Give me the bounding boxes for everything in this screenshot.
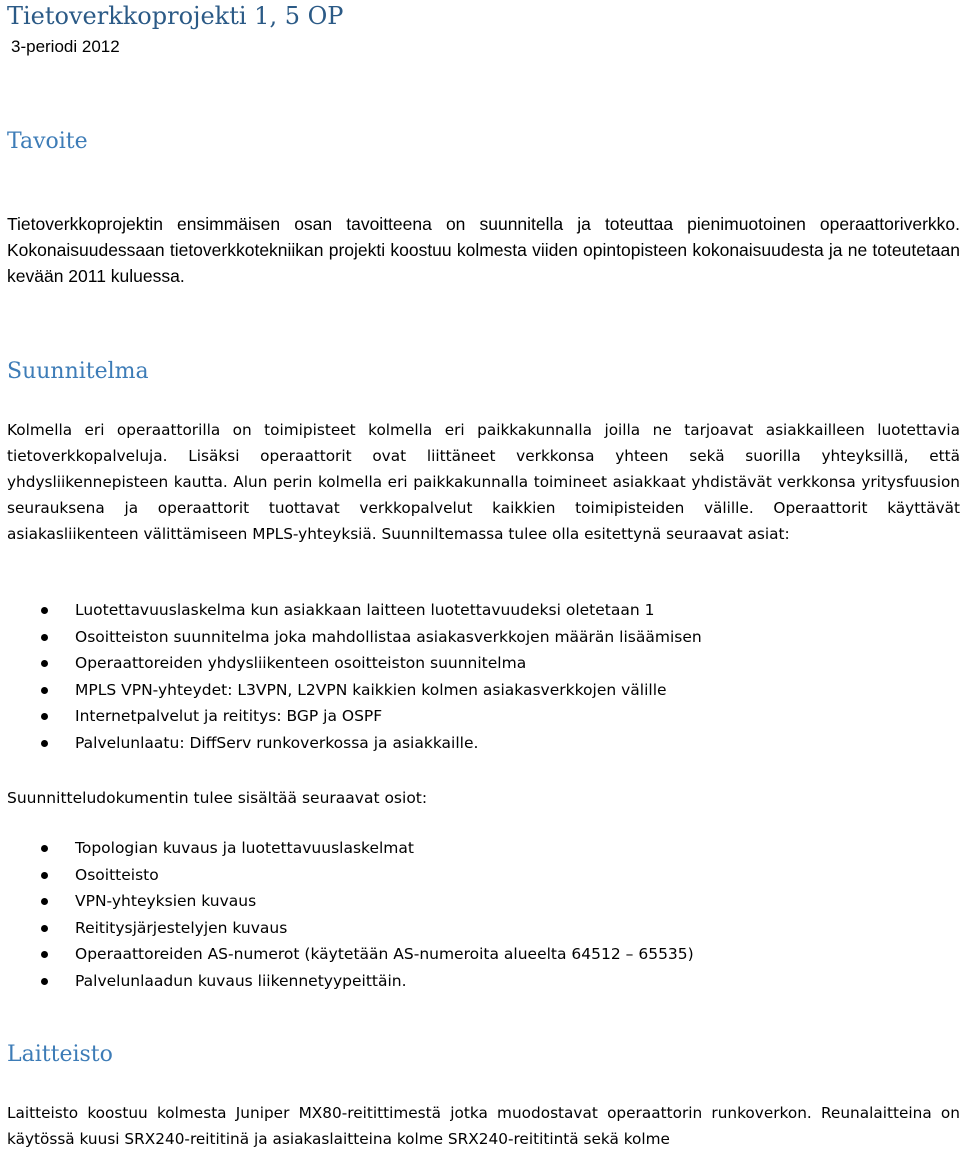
bullet-icon: [41, 951, 48, 958]
requirements-list: [7, 597, 907, 756]
bullet-icon: [41, 925, 48, 932]
bullet-icon: [41, 898, 48, 905]
bullet-icon: [41, 660, 48, 667]
bullet-icon: [41, 634, 48, 641]
bullet-icon: [41, 978, 48, 985]
bullet-icon: [41, 713, 48, 720]
heading-tavoite: Tavoite: [7, 129, 88, 154]
paragraph-suunnitelma: Kolmella eri operaattorilla on toimipisteet kolmella eri paikkakunnalla joilla ne tarjoavat asiakkailleen luotettavia tietoverkkopalveluja. Lisäksi operaattorit ovat liittäneet verkkonsa yhteen sekä suorilla yhteyksillä, että yhdysliikennepisteen kautta. Alun perin kolmella eri paikkakunnalla toimineet asiakkaat yhdistävät verkkonsa yritysfuusion seurauksena ja operaattorit tuottavat verkkopalvelut kaikkien toimipisteiden välille. Operaattorit käyttävät asiakasliikenteen välittämiseen MPLS-yhteyksiä. Suunniltemassa tulee olla esitettynä seuraavat asiat:: [7, 421, 960, 543]
bullet-icon: [41, 845, 48, 852]
bullet-icon: [41, 687, 48, 694]
heading-suunnitelma: Suunnitelma: [7, 359, 149, 384]
list-item: Reititysjärjestelyjen kuvaus: [7, 915, 907, 942]
list-item: Osoitteisto: [7, 862, 907, 889]
page-subtitle: 3-periodi 2012: [11, 37, 120, 56]
paragraph-tavoite: Tietoverkkoprojektin ensimmäisen osan tavoitteena on suunnitella ja toteuttaa pienimuotoinen operaattoriverkko. Kokonaisuudessaan tietoverkkotekniikan projekti koostuu kolmesta viiden opintopisteen kokonaisuudesta ja ne toteutetaan kevään 2011 kuluessa.: [7, 214, 960, 286]
list-item: Osoitteiston suunnitelma joka mahdollistaa asiakasverkkojen määrän lisäämisen: [7, 624, 907, 651]
list-item: VPN-yhteyksien kuvaus: [7, 888, 907, 915]
list-item: MPLS VPN-yhteydet: L3VPN, L2VPN kaikkien kolmen asiakasverkkojen välille: [7, 677, 907, 704]
list-item: Internetpalvelut ja reititys: BGP ja OSPF: [7, 703, 907, 730]
list-item: Palvelunlaadun kuvaus liikennetyypeittäin.: [7, 968, 907, 995]
sections-list: [7, 835, 907, 994]
list-item: Operaattoreiden yhdysliikenteen osoitteiston suunnitelma: [7, 650, 907, 677]
bullet-icon: [41, 740, 48, 747]
heading-laitteisto: Laitteisto: [7, 1042, 113, 1067]
bullet-icon: [41, 607, 48, 614]
bullet-icon: [41, 872, 48, 879]
page-title: Tietoverkkoprojekti 1, 5 OP: [7, 2, 344, 30]
list-item: Topologian kuvaus ja luotettavuuslaskelmat: [7, 835, 907, 862]
list-item: Operaattoreiden AS-numerot (käytetään AS-numeroita alueelta 64512 – 65535): [7, 941, 907, 968]
paragraph-osiot-intro: Suunnitteludokumentin tulee sisältää seuraavat osiot:: [7, 789, 428, 807]
list-item: Palvelunlaatu: DiffServ runkoverkossa ja asiakkaille.: [7, 730, 907, 757]
paragraph-laitteisto: Laitteisto koostuu kolmesta Juniper MX80-reitittimestä jotka muodostavat operaattorin runkoverkon. Reunalaitteina on käytössä kuusi SRX240-reititinä ja asiakaslaitteina kolme SRX240-reititintä sekä kolme: [7, 1104, 960, 1148]
list-item: Luotettavuuslaskelma kun asiakkaan laitteen luotettavuudeksi oletetaan 1: [7, 597, 907, 624]
